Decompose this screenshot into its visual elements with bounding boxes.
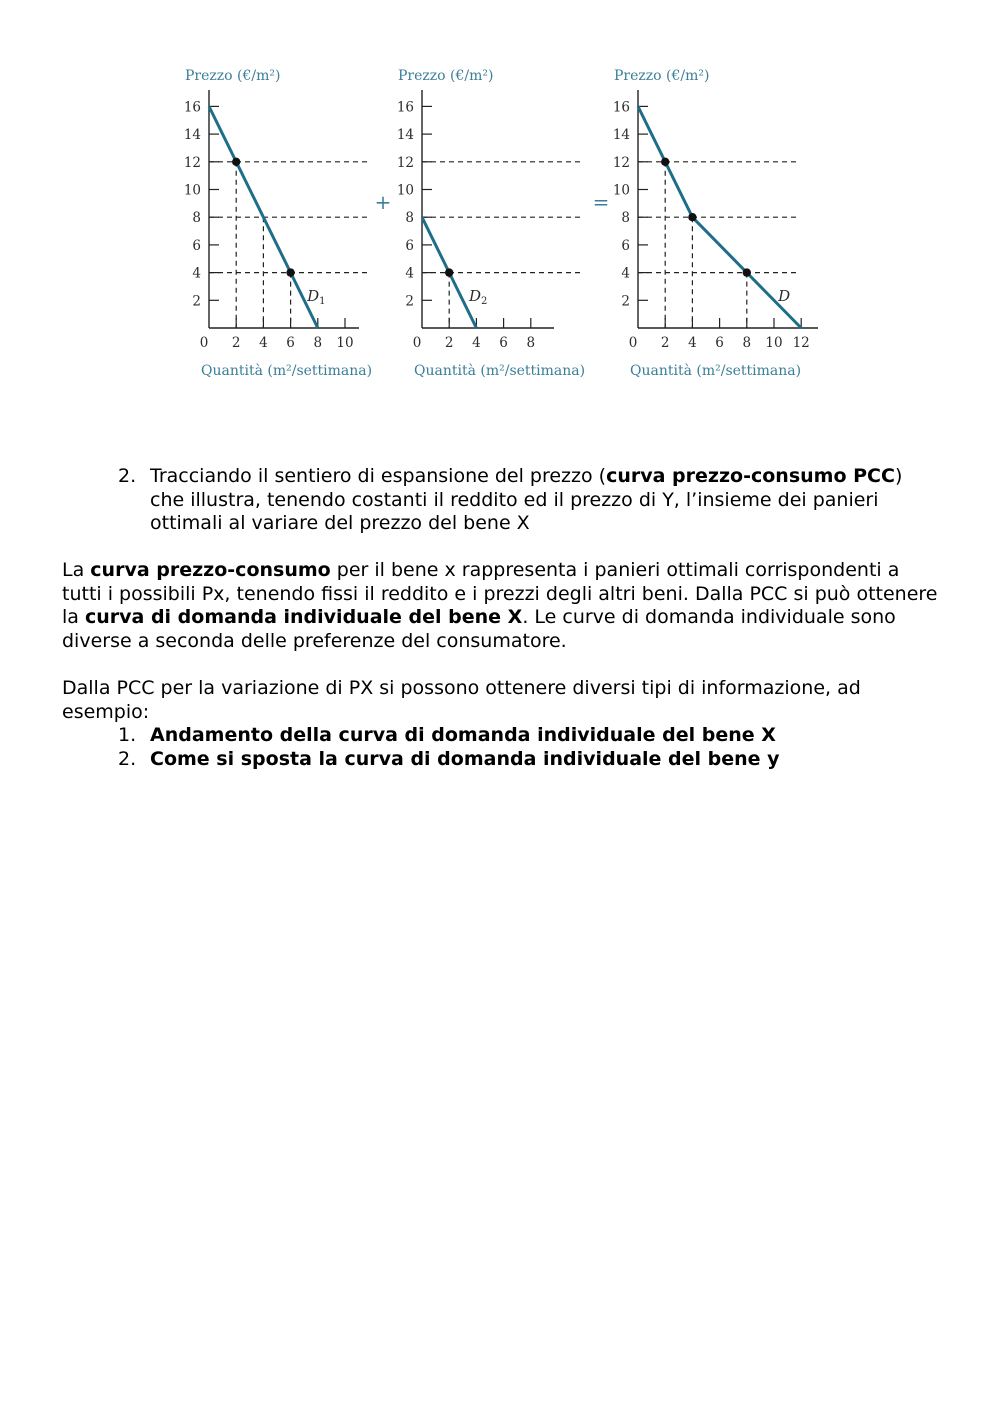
y-tick-label: 6 (621, 237, 630, 254)
x-tick-label: 8 (742, 335, 752, 351)
para1-text-1: La (62, 559, 91, 581)
x-tick-label: 2 (444, 335, 454, 351)
data-point (286, 268, 294, 276)
x-tick-label: 0 (628, 335, 638, 351)
y-tick-label: 4 (405, 265, 414, 282)
data-point (232, 158, 240, 166)
x-tick-label: 2 (231, 335, 241, 351)
x-tick-label: 6 (715, 335, 724, 351)
curve-label: $D_2$ (468, 287, 488, 307)
x-tick-label: 0 (412, 335, 422, 351)
y-tick-label: 10 (612, 182, 630, 199)
list-item-text: Andamento della curva di domanda individuale del bene X (150, 724, 776, 746)
para1-text-2: per il bene x rappresenta i panieri ottimali corrispondenti a tutti i possibili Px, tenendo fissi il reddito e i prezzi degli altri beni. Dalla PCC si può ottenere la (62, 559, 938, 628)
list-number: 1. (118, 724, 137, 746)
y-tick-label: 10 (396, 182, 414, 199)
y-tick-label: 4 (192, 265, 201, 282)
x-tick-label: 4 (259, 335, 268, 351)
plus-sign: + (374, 190, 392, 214)
item-text-2: ) che illustra, tenendo costanti il reddito ed il prezzo di Y, l’insieme dei panieri ottimali al variare del prezzo del bene X (150, 465, 903, 534)
demand-curves-figure (0, 0, 1000, 400)
y-tick-label: 4 (621, 265, 630, 282)
y-tick-label: 6 (192, 237, 201, 254)
para1-text-3: . Le curve di domanda individuale sono diverse a seconda delle preferenze del consumatore. (62, 606, 896, 652)
x-tick-label: 4 (688, 335, 697, 351)
list-item-text: Come si sposta la curva di domanda individuale del bene y (150, 747, 780, 770)
list-item (62, 724, 942, 748)
paragraph-1 (62, 559, 942, 653)
panel-d2 (397, 68, 585, 379)
y-tick-label: 2 (192, 293, 201, 310)
x-tick-label: 10 (765, 335, 783, 351)
item-bold-1: curva prezzo-consumo PCC (606, 465, 895, 487)
data-point (743, 268, 751, 276)
data-point (445, 268, 453, 276)
curve-label: $D_1$ (307, 287, 326, 307)
x-tick-label: 2 (660, 335, 670, 351)
y-tick-label: 16 (612, 99, 630, 116)
list-number: 2. (118, 465, 137, 487)
para1-bold-2: curva di domanda individuale del bene X (84, 606, 523, 628)
x-tick-label: 0 (199, 335, 209, 351)
curve-label-subscript: 2 (480, 296, 488, 307)
x-tick-label: 8 (526, 335, 536, 351)
panel-d1 (184, 68, 372, 379)
y-tick-label: 2 (621, 293, 630, 310)
curve-label-subscript: 1 (319, 296, 326, 307)
y-tick-label: 8 (192, 210, 201, 227)
para2-text: Dalla PCC per la variazione di PX si possono ottenere diversi tipi di informazione, ad esempio: (62, 677, 861, 723)
equals-sign: = (592, 190, 610, 214)
y-tick-label: 2 (405, 293, 414, 310)
y-tick-label: 16 (183, 99, 201, 116)
y-tick-label: 12 (612, 154, 630, 171)
x-axis-title: Quantità (m²/settimana) (630, 363, 802, 379)
x-tick-label: 6 (499, 335, 508, 351)
y-tick-label: 10 (183, 182, 201, 199)
x-tick-label: 4 (472, 335, 481, 351)
y-tick-label: 16 (396, 99, 414, 116)
x-axis-title: Quantità (m²/settimana) (201, 363, 373, 379)
data-point (661, 158, 669, 166)
y-tick-label: 14 (396, 127, 414, 144)
data-point (688, 213, 696, 221)
x-tick-label: 12 (792, 335, 810, 351)
y-tick-label: 8 (621, 210, 630, 227)
y-tick-label: 12 (396, 154, 414, 171)
item-text-1: Tracciando il sentiero di espansione del prezzo ( (150, 465, 607, 487)
y-tick-label: 8 (405, 210, 414, 227)
x-tick-label: 6 (286, 335, 295, 351)
item-2-block (62, 465, 942, 536)
x-tick-label: 8 (313, 335, 323, 351)
x-tick-label: 10 (336, 335, 354, 351)
para1-bold-1: curva prezzo-consumo (90, 559, 331, 581)
list-item (62, 748, 942, 772)
paragraph-2 (62, 677, 942, 771)
panel-dtot (613, 68, 818, 379)
y-tick-label: 12 (183, 154, 201, 171)
curve-label: D (778, 287, 791, 305)
y-tick-label: 6 (405, 237, 414, 254)
x-axis-title: Quantità (m²/settimana) (414, 363, 586, 379)
list-number: 2. (118, 747, 137, 770)
list-item (62, 465, 942, 536)
y-axis-title: Prezzo (€/m²) (614, 68, 710, 84)
y-tick-label: 14 (183, 127, 201, 144)
y-axis-title: Prezzo (€/m²) (185, 68, 281, 84)
y-axis-title: Prezzo (€/m²) (398, 68, 494, 84)
y-tick-label: 14 (612, 127, 630, 144)
